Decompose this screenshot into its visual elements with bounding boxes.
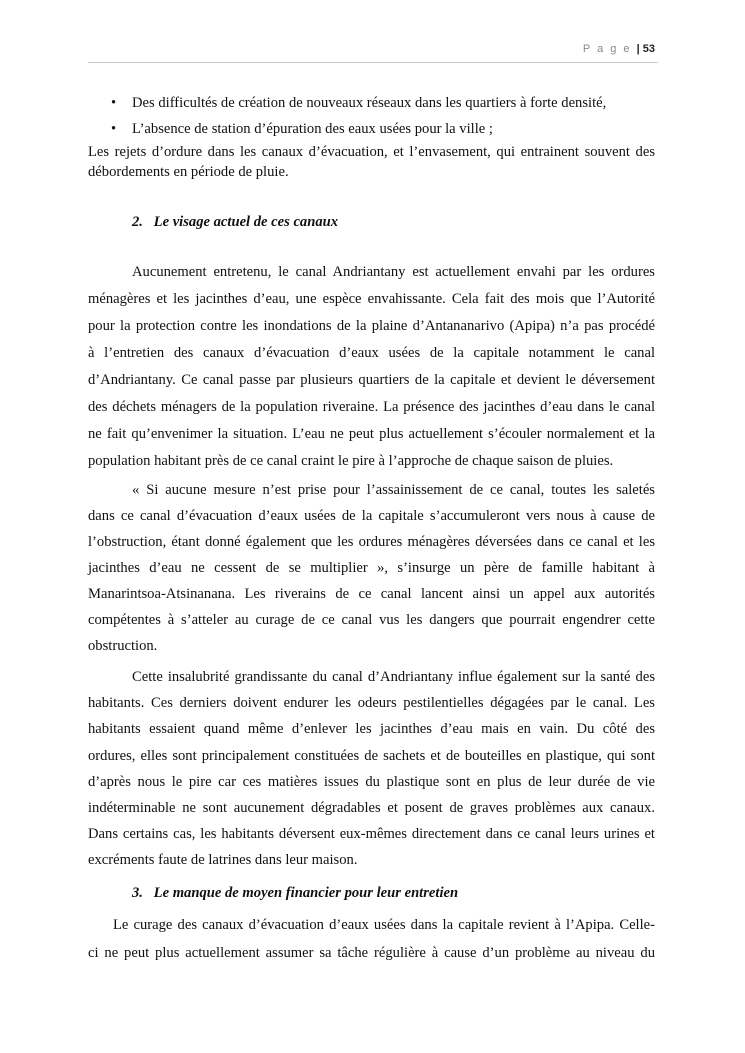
- text-line: ci ne peut plus actuellement assumer sa tâche régulière à cause d’un problème au niveau du: [88, 945, 655, 961]
- text-line: Le curage des canaux d’évacuation d’eaux usées dans la capitale revient à l’Apipa. Celle-: [113, 917, 655, 933]
- text-line: d’après nous le pire car ces matières issues du plastique sont en plus de leur durée de vie: [88, 773, 655, 790]
- paragraph-4: [88, 664, 655, 874]
- heading-number: 3.: [132, 885, 143, 901]
- text-line: population habitant près de ce canal craint le pire à l’approche de chaque saison de pluies.: [88, 453, 614, 469]
- text-line: obstruction.: [88, 638, 158, 654]
- bullet-icon: •: [111, 95, 117, 111]
- text-line: Dans certains cas, les habitants déversent eux-mêmes directement dans ce canal leurs urines et: [88, 826, 655, 843]
- text-line: Aucunement entretenu, le canal Andriantany est actuellement envahi par les ordures: [132, 264, 655, 280]
- text-line: habitants. Ces derniers doivent endurer les odeurs pestilentielles dégagées par le canal. Les: [88, 695, 655, 712]
- bullet-list: [88, 90, 655, 142]
- page-number: 53: [642, 43, 655, 55]
- paragraph-1: [88, 142, 655, 182]
- bullet-item: [88, 90, 655, 116]
- text-line: d’Andriantany. Ce canal passe par plusieurs quartiers de la capitale et devient le déversement: [88, 372, 655, 388]
- page-label: P a g e: [582, 43, 632, 55]
- bullet-icon: •: [111, 121, 117, 137]
- text-line: l’obstruction, étant donné également que les ordures ménagères déversées dans ce canal et les: [88, 534, 655, 550]
- heading-2: [88, 212, 699, 232]
- page-header: P a g e | 53: [582, 43, 655, 55]
- text-line: indéterminable ne sont aucunement dégradables et posent de graves problèmes aux canaux.: [88, 800, 655, 817]
- text-line: ordures, elles sont principalement constituées de sachets et de bouteilles en plastique, qui sont: [88, 747, 655, 764]
- heading-title: Le manque de moyen financier pour leur entretien: [153, 885, 459, 901]
- text-line: pour la protection contre les inondations de la plaine d’Antananarivo (Apipa) n’a pas procédé: [88, 318, 655, 334]
- text-line: habitants essaient quand même d’enlever les jacinthes d’eau mais en vain. Du côté des: [88, 721, 655, 738]
- text-line: Cette insalubrité grandissante du canal d’Andriantany influe également sur la santé des: [132, 669, 655, 685]
- paragraph-2: [88, 259, 655, 475]
- paragraph-3-quote: [88, 477, 655, 659]
- bullet-item: [88, 116, 655, 142]
- header-rule: [88, 62, 658, 63]
- text-line: à l’entretien des canaux d’évacuation d’eaux usées de la capitale notamment le canal: [88, 345, 655, 361]
- text-line: Les rejets d’ordure dans les canaux d’évacuation, et l’envasement, qui entrainent souvent des: [88, 144, 655, 160]
- text-line: ne fait qu’envenimer la situation. L’eau ne peut plus actuellement s’écouler normalement et la: [88, 426, 655, 442]
- text-line: Manarintsoa-Atsinanana. Les riverains de ce canal lancent ainsi un appel aux autorités: [88, 586, 655, 602]
- heading-title: Le visage actuel de ces canaux: [153, 214, 339, 230]
- paragraph-5: [88, 911, 655, 967]
- text-line: excréments faute de latrines dans leur maison.: [88, 852, 358, 869]
- text-line: « Si aucune mesure n’est prise pour l’assainissement de ce canal, toutes les saletés: [132, 482, 655, 498]
- heading-3: [88, 883, 699, 903]
- text-line: des déchets ménagers de la population riveraine. La présence des jacinthes d’eau dans le canal: [88, 399, 655, 415]
- text-line: dans ce canal d’évacuation d’eaux usées de la capitale s’accumuleront vers nous à cause de: [88, 508, 655, 524]
- text-line: jacinthes d’eau ne cessent de se multiplier », s’insurge un père de famille habitant à: [88, 560, 655, 576]
- text-line: ménagères et les jacinthes d’eau, une espèce envahissante. Cela fait des mois que l’Autorité: [88, 291, 655, 307]
- text-line: compétentes à s’atteler au curage de ce canal vus les dangers que pourrait engendrer cette: [88, 612, 655, 628]
- bullet-text: Des difficultés de création de nouveaux réseaux dans les quartiers à forte densité,: [132, 95, 607, 111]
- text-line: débordements en période de pluie.: [88, 164, 289, 180]
- heading-number: 2.: [132, 214, 143, 230]
- bullet-text: L’absence de station d’épuration des eaux usées pour la ville ;: [132, 121, 493, 137]
